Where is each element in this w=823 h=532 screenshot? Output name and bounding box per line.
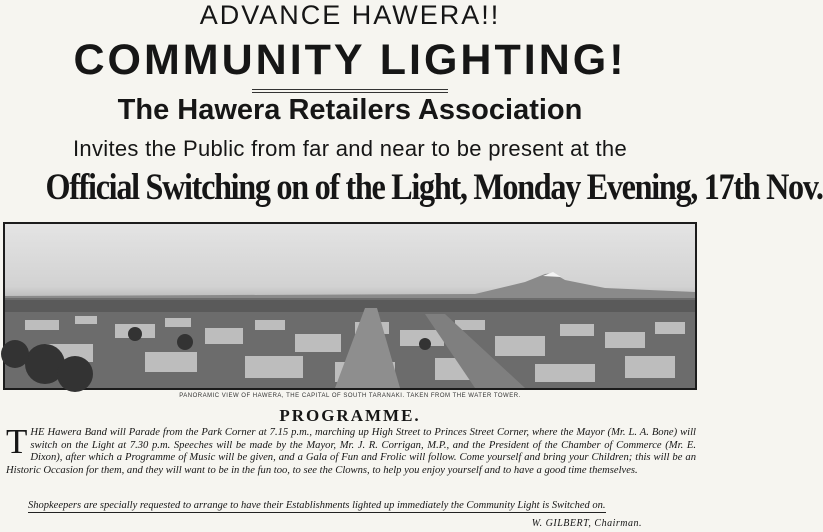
headline-advance-hawera: ADVANCE HAWERA!! (199, 0, 501, 30)
programme-title: PROGRAMME. (279, 406, 421, 425)
retailers-association-heading: The Hawera Retailers Association (117, 94, 583, 126)
event-date-line: Official Switching on of the Light, Monday Evening, 17th Nov. (45, 167, 823, 208)
photo-caption: PANORAMIC VIEW OF HAWERA, THE CAPITAL OF SOUTH TARANAKI. TAKEN FROM THE WATER TOWER. (179, 393, 521, 399)
divider-rule (252, 89, 448, 90)
drop-cap: T (6, 422, 28, 461)
programme-text: HE Hawera Band will Parade from the Park Corner at 7.15 p.m., marching up High Street to Princes Street Corner, where the Mayor (Mr. L. A. Bone) will switch on the Light at 7.30 p.m. Speeches will be made by the Mayor, Mr. J. R. Corrigan, M.P., and the President of the Chamber of Commerce (Mr. E. Dixon), after which a Programme of Music will be given, and a Gala of Fun and Frolic will follow. Come yourself and bring your Children; this will be an Historic Occasion for them, and they will want to be in the fun too, to see the Clowns, to help you enjoy yourself and to have a good time themselves. (6, 427, 696, 476)
programme-body (6, 422, 696, 477)
panoramic-photo (3, 222, 697, 390)
headline-community-lighting: COMMUNITY LIGHTING! (73, 36, 627, 84)
invitation-line: Invites the Public from far and near to be present at the (73, 136, 627, 161)
panorama-illustration (5, 224, 695, 388)
shopkeepers-notice: Shopkeepers are specially requested to arrange to have their Establishments lighted up immediately the Community Light is Switched on. (28, 500, 606, 511)
chairman-signature: W. GILBERT, Chairman. (531, 518, 642, 529)
divider-rule (252, 92, 448, 93)
